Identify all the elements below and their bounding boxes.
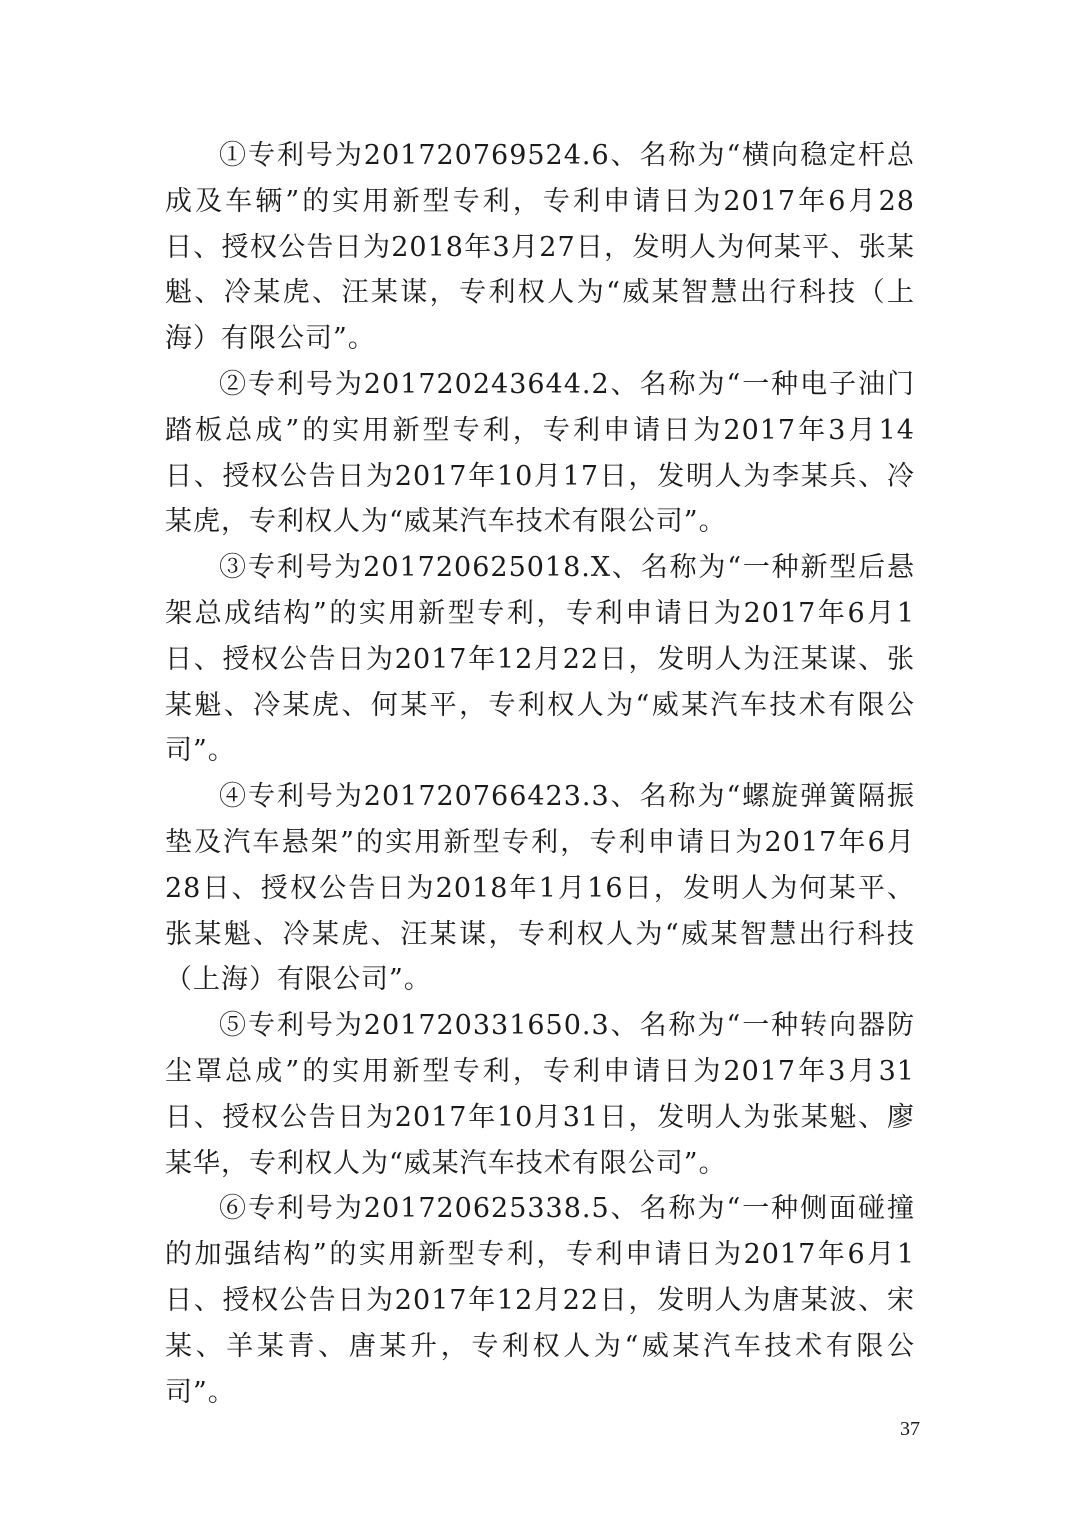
patent-paragraph-5: ⑤专利号为201720331650.3、名称为“一种转向器防尘罩总成”的实用新型专利，专利申请日为2017年3月31日、授权公告日为2017年10月31日，发明人为张某魁、廖某华，专利权人为“威某汽车技术有限公司”。	[165, 1010, 915, 1179]
patent-paragraph-2: ②专利号为201720243644.2、名称为“一种电子油门踏板总成”的实用新型专利，专利申请日为2017年3月14日、授权公告日为2017年10月17日，发明人为李某兵、冷某虎，专利权人为“威某汽车技术有限公司”。	[165, 368, 915, 538]
patent-paragraph-4: ④专利号为201720766423.3、名称为“螺旋弹簧隔振垫及汽车悬架”的实用新型专利，专利申请日为2017年6月28日、授权公告日为2018年1月16日，发明人为何某平、张某魁、冷某虎、汪某谋，专利权人为“威某智慧出行科技（上海）有限公司”。	[165, 781, 915, 996]
page-number: 37	[900, 1418, 920, 1440]
document-body	[165, 133, 915, 1415]
patent-paragraph-6: ⑥专利号为201720625338.5、名称为“一种侧面碰撞的加强结构”的实用新型专利，专利申请日为2017年6月1日、授权公告日为2017年12月22日，发明人为唐某波、宋某、羊某青、唐某升，专利权人为“威某汽车技术有限公司”。	[165, 1193, 915, 1408]
patent-paragraph-3: ③专利号为201720625018.X、名称为“一种新型后悬架总成结构”的实用新型专利，专利申请日为2017年6月1日、授权公告日为2017年12月22日，发明人为汪某谋、张某魁、冷某虎、何某平，专利权人为“威某汽车技术有限公司”。	[165, 552, 915, 767]
patent-paragraph-1: ①专利号为201720769524.6、名称为“横向稳定杆总成及车辆”的实用新型专利，专利申请日为2017年6月28日、授权公告日为2018年3月27日，发明人为何某平、张某魁、冷某虎、汪某谋，专利权人为“威某智慧出行科技（上海）有限公司”。	[165, 140, 915, 355]
